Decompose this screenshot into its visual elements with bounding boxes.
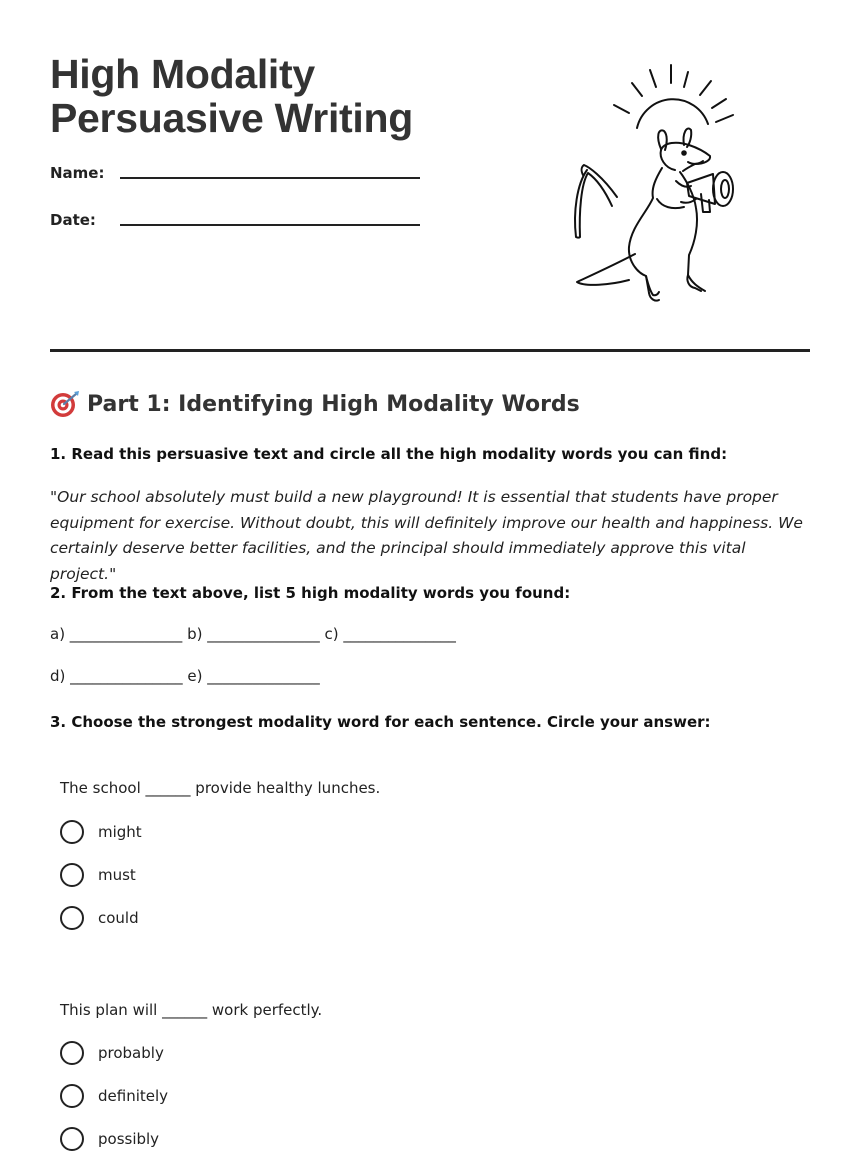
sentence-1-option-must[interactable]: [60, 862, 136, 888]
target-dart-icon: [50, 390, 80, 418]
name-line[interactable]: [120, 177, 420, 179]
section-title: Part 1: Identifying High Modality Words: [87, 391, 580, 417]
sentence-1-option-could[interactable]: [60, 905, 139, 931]
worksheet-header: [50, 52, 430, 235]
header-divider: [50, 349, 810, 352]
radio-circle[interactable]: [60, 820, 84, 844]
option-label: definitely: [98, 1087, 169, 1105]
question-3-prompt: 3. Choose the strongest modality word for each sentence. Circle your answer:: [50, 713, 711, 731]
title-line-1: High Modality: [50, 51, 315, 97]
page-title: [50, 52, 430, 140]
option-label: might: [98, 823, 142, 841]
sentence-2: This plan will ______ work perfectly.: [60, 1001, 323, 1019]
section-heading: [50, 390, 580, 418]
option-label: probably: [98, 1044, 164, 1062]
date-label: Date:: [50, 211, 96, 229]
title-line-2: Persuasive Writing: [50, 95, 413, 141]
radio-circle[interactable]: [60, 1041, 84, 1065]
sentence-2-option-possibly[interactable]: [60, 1126, 159, 1152]
option-label: could: [98, 909, 139, 927]
persuasive-passage: "Our school absolutely must build a new playground! It is essential that students have proper equipment for exercise. Without doubt, this will definitely improve our health and happiness. We certainly deserve better facilities, and the principal should immediately approve this vital project.": [50, 488, 803, 583]
radio-circle[interactable]: [60, 863, 84, 887]
name-label: Name:: [50, 164, 105, 182]
option-label: must: [98, 866, 136, 884]
question-1-prompt: 1. Read this persuasive text and circle all the high modality words you can find:: [50, 445, 728, 463]
kangaroo-with-megaphone-illustration: [565, 62, 745, 307]
date-line[interactable]: [120, 224, 420, 226]
question-2-prompt: 2. From the text above, list 5 high modality words you found:: [50, 584, 571, 602]
sentence-1-option-might[interactable]: [60, 819, 142, 845]
option-label: possibly: [98, 1130, 160, 1148]
radio-circle[interactable]: [60, 1127, 84, 1151]
name-field-row: [50, 164, 430, 188]
answer-blanks-row-1[interactable]: a) _______________ b) _______________ c) _______________: [50, 625, 456, 643]
date-field-row: [50, 211, 430, 235]
radio-circle[interactable]: [60, 1084, 84, 1108]
sentence-2-option-probably[interactable]: [60, 1040, 164, 1066]
sentence-2-option-definitely[interactable]: [60, 1083, 168, 1109]
answer-blanks-row-2[interactable]: d) _______________ e) _______________: [50, 667, 320, 685]
radio-circle[interactable]: [60, 906, 84, 930]
sentence-1: The school ______ provide healthy lunches.: [60, 779, 381, 797]
